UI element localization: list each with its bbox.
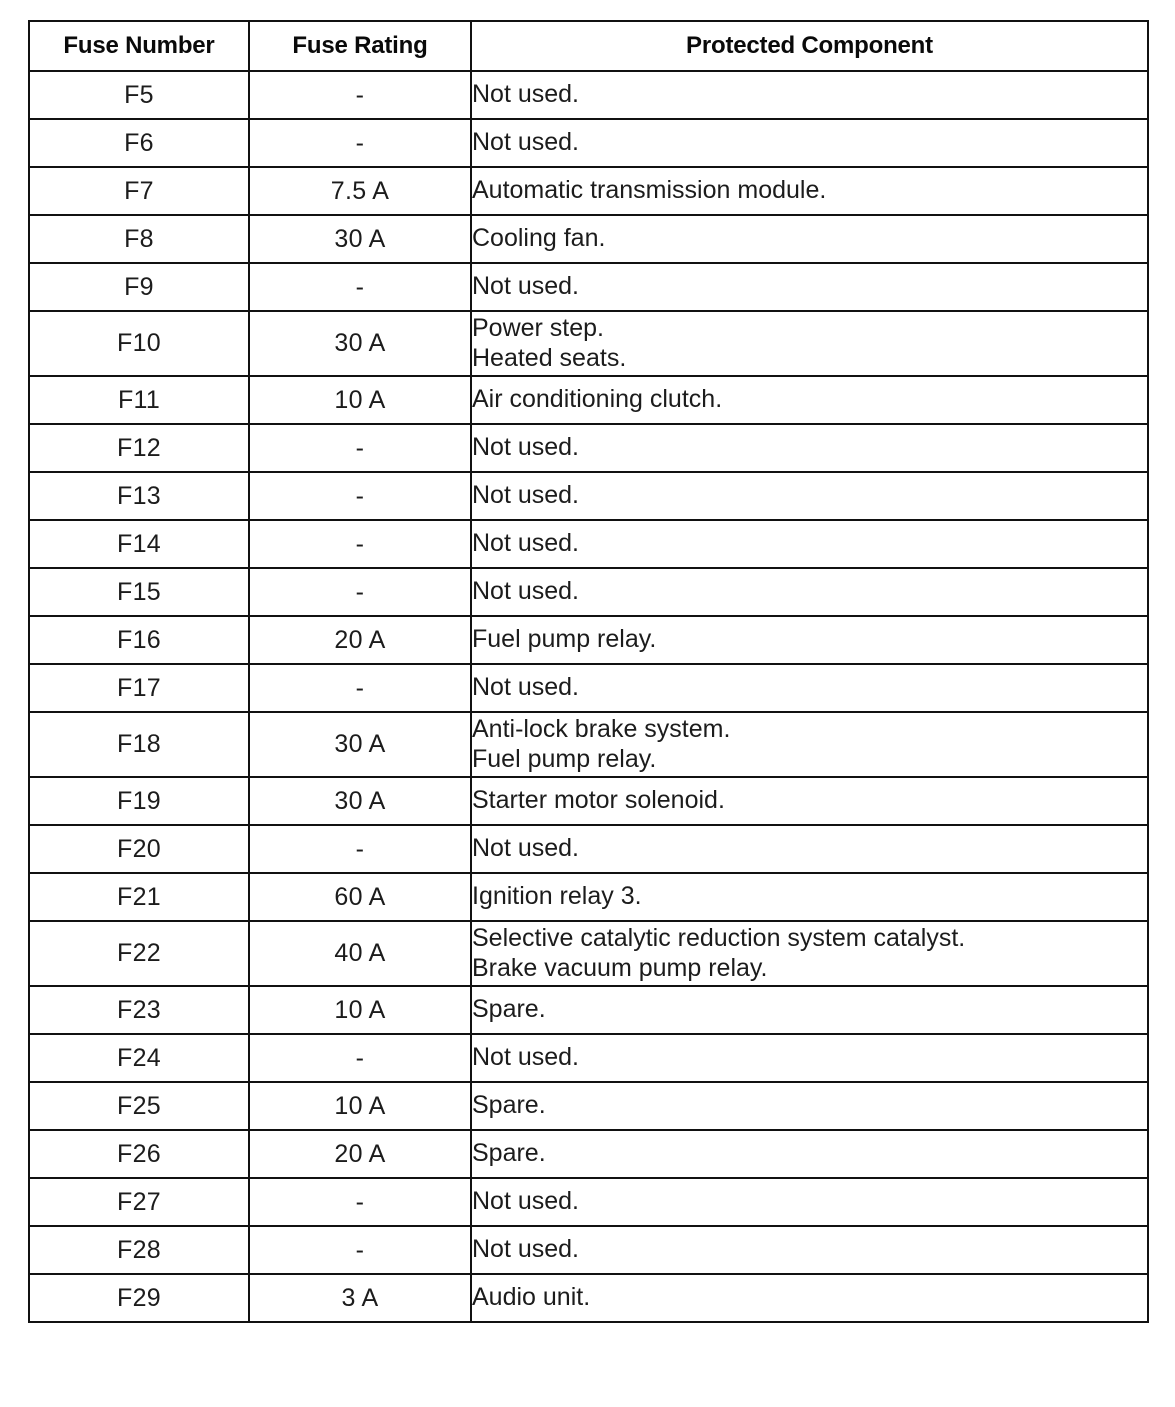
cell-fuse-number: F27 [29,1178,249,1226]
cell-protected-component [471,825,1148,873]
component-line: Selective catalytic reduction system catalyst. [472,924,966,952]
cell-fuse-number: F14 [29,520,249,568]
component-line: Not used. [472,577,580,606]
table-row [29,71,1148,119]
fuse-assignment-table [28,20,1149,1323]
cell-protected-component [471,921,1148,986]
cell-protected-component [471,167,1148,215]
component-line: Not used. [472,673,580,702]
component-line: Not used. [472,433,580,462]
cell-fuse-rating: 20 A [249,1130,471,1178]
cell-fuse-number: F24 [29,1034,249,1082]
cell-fuse-number: F22 [29,921,249,986]
cell-fuse-rating: 10 A [249,986,471,1034]
component-line: Not used. [472,1235,580,1264]
cell-fuse-rating: 10 A [249,1082,471,1130]
table-row [29,1034,1148,1082]
cell-protected-component [471,472,1148,520]
component-line: Power step. [472,314,605,342]
cell-fuse-number: F25 [29,1082,249,1130]
cell-fuse-number: F17 [29,664,249,712]
cell-protected-component [471,568,1148,616]
table-row [29,921,1148,986]
table-row [29,376,1148,424]
cell-fuse-number: F8 [29,215,249,263]
cell-fuse-rating: 20 A [249,616,471,664]
component-line: Ignition relay 3. [472,882,642,911]
cell-fuse-rating: 3 A [249,1274,471,1322]
cell-protected-component [471,71,1148,119]
cell-protected-component [471,777,1148,825]
table-row [29,1082,1148,1130]
cell-protected-component [471,616,1148,664]
cell-protected-component [471,520,1148,568]
cell-protected-component [471,215,1148,263]
cell-fuse-number: F5 [29,71,249,119]
component-line: Anti-lock brake system. [472,715,731,743]
cell-protected-component [471,311,1148,376]
cell-fuse-rating: - [249,664,471,712]
component-line: Automatic transmission module. [472,176,827,205]
component-line: Not used. [472,529,580,558]
cell-fuse-number: F18 [29,712,249,777]
cell-fuse-rating: - [249,472,471,520]
cell-fuse-rating: - [249,424,471,472]
table-row [29,1130,1148,1178]
table-body [29,71,1148,1322]
component-line: Spare. [472,1091,546,1120]
component-line: Not used. [472,80,580,109]
table-row [29,1178,1148,1226]
cell-fuse-rating: - [249,1226,471,1274]
cell-fuse-rating: 30 A [249,215,471,263]
cell-protected-component [471,1082,1148,1130]
component-line: Not used. [472,1187,580,1216]
cell-fuse-rating: 40 A [249,921,471,986]
table-row [29,1274,1148,1322]
cell-fuse-number: F10 [29,311,249,376]
cell-fuse-rating: 30 A [249,712,471,777]
column-header-fuse-number: Fuse Number [29,21,249,71]
table-row [29,424,1148,472]
cell-fuse-rating: 7.5 A [249,167,471,215]
cell-fuse-rating: 10 A [249,376,471,424]
cell-fuse-rating: - [249,71,471,119]
table-row [29,1226,1148,1274]
cell-protected-component [471,664,1148,712]
component-line: Not used. [472,128,580,157]
table-row [29,119,1148,167]
table-row [29,825,1148,873]
cell-fuse-number: F20 [29,825,249,873]
cell-fuse-rating: - [249,568,471,616]
table-row [29,712,1148,777]
component-line: Audio unit. [472,1283,591,1312]
component-line: Not used. [472,272,580,301]
cell-fuse-number: F15 [29,568,249,616]
cell-fuse-rating: - [249,825,471,873]
cell-fuse-number: F28 [29,1226,249,1274]
cell-protected-component [471,1034,1148,1082]
cell-fuse-number: F23 [29,986,249,1034]
column-header-protected-component: Protected Component [471,21,1148,71]
component-line: Cooling fan. [472,224,606,253]
cell-fuse-rating: 30 A [249,777,471,825]
cell-fuse-number: F21 [29,873,249,921]
cell-protected-component [471,376,1148,424]
cell-protected-component [471,1130,1148,1178]
component-line: Heated seats. [472,343,627,372]
table-row [29,263,1148,311]
table-row [29,167,1148,215]
table-row [29,215,1148,263]
cell-fuse-number: F7 [29,167,249,215]
fuse-table-container [28,20,1147,1323]
component-line: Starter motor solenoid. [472,786,725,815]
table-row [29,472,1148,520]
table-row [29,568,1148,616]
cell-fuse-number: F11 [29,376,249,424]
cell-protected-component [471,712,1148,777]
component-line: Not used. [472,481,580,510]
cell-fuse-number: F12 [29,424,249,472]
cell-fuse-rating: - [249,520,471,568]
cell-protected-component [471,424,1148,472]
cell-fuse-rating: - [249,119,471,167]
cell-fuse-number: F26 [29,1130,249,1178]
component-line: Not used. [472,834,580,863]
cell-fuse-rating: - [249,263,471,311]
cell-protected-component [471,1274,1148,1322]
cell-protected-component [471,986,1148,1034]
cell-fuse-number: F13 [29,472,249,520]
component-line: Fuel pump relay. [472,625,657,654]
component-line: Air conditioning clutch. [472,385,723,414]
cell-fuse-rating: 60 A [249,873,471,921]
table-row [29,311,1148,376]
cell-fuse-rating: 30 A [249,311,471,376]
cell-fuse-number: F16 [29,616,249,664]
table-row [29,873,1148,921]
table-header [29,21,1148,71]
cell-fuse-number: F29 [29,1274,249,1322]
cell-protected-component [471,1226,1148,1274]
cell-protected-component [471,873,1148,921]
cell-protected-component [471,1178,1148,1226]
component-line: Brake vacuum pump relay. [472,953,768,982]
table-row [29,520,1148,568]
table-row [29,777,1148,825]
cell-fuse-number: F6 [29,119,249,167]
column-header-fuse-rating: Fuse Rating [249,21,471,71]
cell-protected-component [471,263,1148,311]
component-line: Fuel pump relay. [472,744,657,773]
component-line: Not used. [472,1043,580,1072]
cell-fuse-rating: - [249,1178,471,1226]
component-line: Spare. [472,995,546,1024]
cell-fuse-number: F19 [29,777,249,825]
table-header-row [29,21,1148,71]
component-line: Spare. [472,1139,546,1168]
table-row [29,986,1148,1034]
cell-protected-component [471,119,1148,167]
table-row [29,616,1148,664]
cell-fuse-number: F9 [29,263,249,311]
cell-fuse-rating: - [249,1034,471,1082]
table-row [29,664,1148,712]
